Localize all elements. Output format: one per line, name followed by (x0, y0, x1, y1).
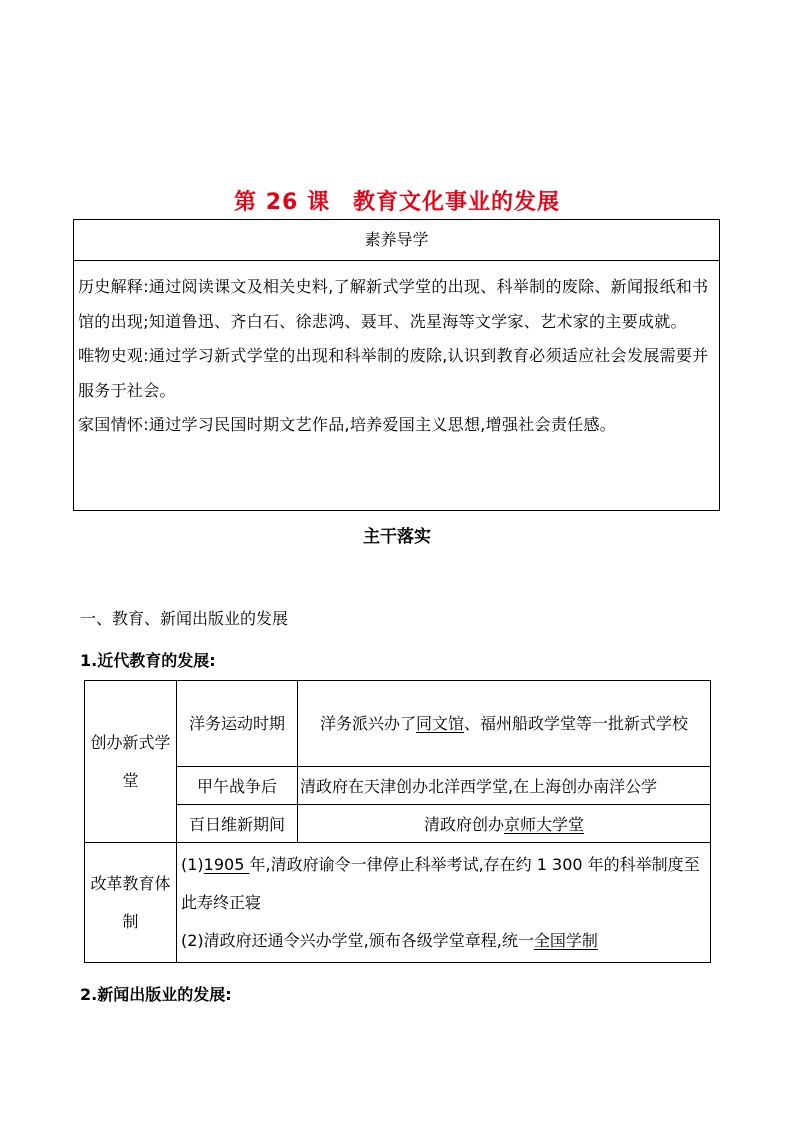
reform-item-1 (181, 846, 708, 922)
table-row (85, 767, 711, 805)
lesson-title: 第 26 课 教育文化事业的发展 (234, 190, 560, 215)
content-text: 年,清政府谕令一律停止科举考试,存在约 1 300 年的科举制度至此寿终正寝 (181, 854, 700, 912)
underlined-text: 1905 (203, 854, 250, 874)
content-text: (1) (181, 854, 204, 874)
reform-item-2 (181, 922, 708, 960)
guide-body (74, 261, 719, 443)
guide-paragraph-history: 历史解释:通过阅读课文及相关史料,了解新式学堂的出现、科举制的废除、新闻报纸和书馆的出现;知道鲁迅、齐白石、徐悲鸿、聂耳、冼星海等文学家、艺术家的主要成就。 (78, 277, 709, 331)
guide-paragraph-patriotism: 家国情怀:通过学习民国时期文艺作品,培养爱国主义思想,增强社会责任感。 (78, 415, 617, 435)
reform-cell (177, 843, 711, 963)
period-cell: 百日维新期间 (177, 805, 298, 843)
literacy-guide-box (73, 219, 720, 511)
group-label-reform: 改革教育体制 (85, 843, 177, 963)
heading-education-press: 一、教育、新闻出版业的发展 (80, 609, 289, 628)
heading-press-publishing: 2.新闻出版业的发展: (80, 985, 232, 1004)
content-cell: 清政府在天津创办北洋西学堂,在上海创办南洋公学 (298, 767, 711, 805)
guide-heading: 素养导学 (74, 220, 719, 261)
content-text: 洋务派兴办了 (319, 713, 416, 733)
guide-paragraph-materialism: 唯物史观:通过学习新式学堂的出现和科举制的废除,认识到教育必须适应社会发展需要并服务于社会。 (78, 346, 709, 400)
content-text: 清政府创办 (423, 815, 504, 834)
table-row (85, 843, 711, 963)
content-text: 、福州船政学堂等一批新式学校 (464, 713, 689, 733)
period-cell: 洋务运动时期 (177, 681, 298, 767)
content-cell (298, 805, 711, 843)
heading-modern-education: 1.近代教育的发展: (80, 651, 216, 670)
content-cell (298, 681, 711, 767)
table-row (85, 805, 711, 843)
period-cell: 甲午战争后 (177, 767, 298, 805)
education-table (84, 680, 711, 963)
underlined-text: 京师大学堂 (504, 815, 585, 834)
section-title: 主干落实 (363, 527, 431, 547)
content-text: (2)清政府还通令兴办学堂,颁布各级学堂章程,统一 (181, 930, 534, 950)
group-label-new-schools: 创办新式学堂 (85, 681, 177, 843)
underlined-text: 同文馆 (415, 713, 464, 733)
table-row (85, 681, 711, 767)
underlined-text: 全国学制 (533, 930, 598, 950)
